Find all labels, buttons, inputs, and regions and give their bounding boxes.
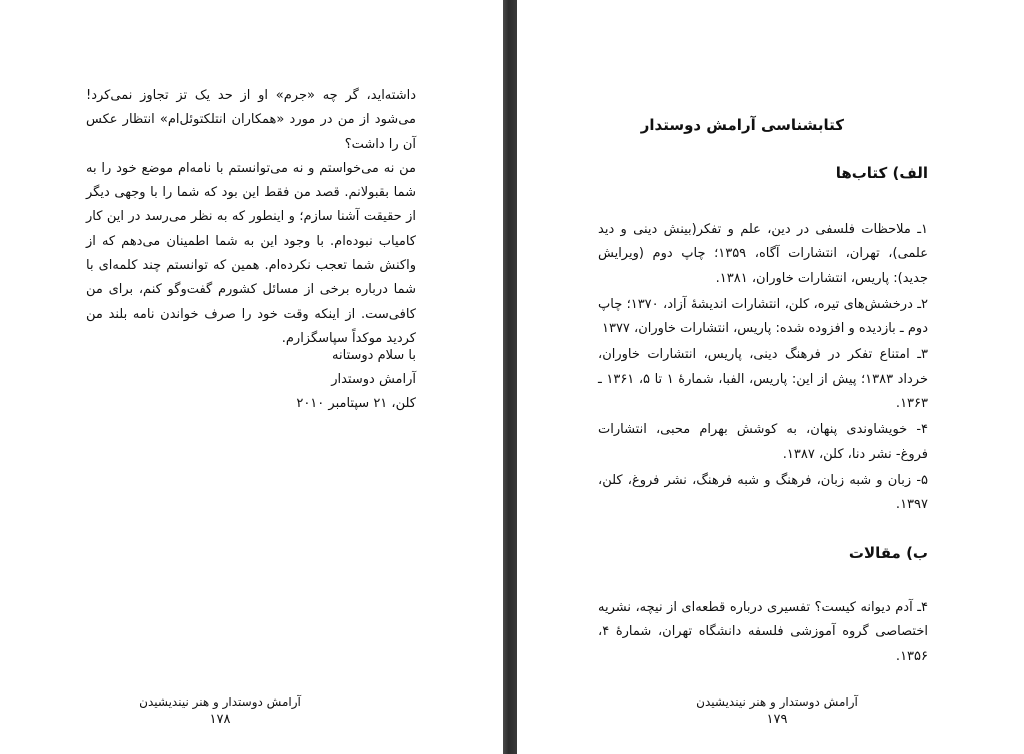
running-title: آرامش دوستدار و هنر نیندیشیدن — [139, 695, 301, 709]
left-page — [0, 0, 503, 754]
right-page — [517, 0, 1024, 754]
list-item: ۴ـ آدم دیوانه کیست؟ تفسیری درباره قطعه‌ای از نیچه، نشریه اختصاصی گروه آموزشی فلسفه دانشگاه تهران، شمارهٔ ۴، ۱۳۵۶. — [598, 600, 928, 664]
page-footer — [627, 693, 927, 729]
section-heading-books: الف) کتاب‌ها — [835, 164, 928, 182]
articles-list — [598, 596, 928, 671]
book-gutter — [503, 0, 517, 754]
page-footer — [70, 693, 370, 729]
signature-name: آرامش دوستدار — [331, 372, 416, 387]
running-title: آرامش دوستدار و هنر نیندیشیدن — [696, 695, 858, 709]
page-number: ۱۷۹ — [766, 712, 788, 727]
page-title: کتابشناسی آرامش دوستدار — [640, 116, 844, 134]
signature-line: با سلام دوستانه — [332, 348, 416, 363]
list-item: ۴- خویشاوندی پنهان، به کوشش بهرام محبی، انتشارات فروغ- نشر دنا، کلن، ۱۳۸۷. — [598, 422, 928, 462]
left-page-body — [86, 84, 416, 351]
list-item: ۳ـ امتناع تفکر در فرهنگ دینی، پاریس، انتشارات خاوران، خرداد ۱۳۸۳؛ پیش از این: پاریس، الفبا، شمارهٔ ۱ تا ۵، ۱۳۶۱ ـ ۱۳۶۳. — [598, 347, 929, 412]
list-item: ۵- زبان و شبه زبان، فرهنگ و شبه فرهنگ، نشر فروغ، کلن، ۱۳۹۷. — [598, 472, 928, 513]
signature-date: کلن، ۲۱ سپتامبر ۲۰۱۰ — [296, 396, 416, 411]
books-list — [598, 218, 928, 520]
page-number: ۱۷۸ — [209, 712, 231, 727]
paragraph: داشته‌اید، گر چه «جرم» او از حد یک تز تجاوز نمی‌کرد! می‌شود از من در مورد «همکاران انتلکتوئل‌ام» انتظار عکس آن را داشت؟ — [86, 88, 416, 152]
list-item: ۱ـ ملاحظات فلسفی در دین، علم و تفکر(بینش دینی و دید علمی)، تهران، انتشارات آگاه، ۱۳۵۹؛ چاپ دوم (ویرایش جدید): پاریس، انتشارات خاوران، ۱۳۸۱. — [598, 222, 928, 286]
paragraph: من نه می‌خواستم و نه می‌توانستم با نامه‌ام موضع خود را به شما بقبولانم. قصد من فقط این بود که شما را با وجهی دیگر از حقیقت آشنا سازم؛ و اینطور که به نظر می‌رسد در این کار کامیاب نبوده‌ام. با وجود این به شما اطمینان می‌دهم که از واکنش شما تعجب نکرده‌ام. همین که توانستم چند کلمه‌ای با شما درباره برخی از مسائل کشورم گفت‌وگو کنم، برای من کافی‌ست. از اینکه وقت خود را صرف خواندن نامه بلند من کردید موکداً سپاسگزارم. — [86, 160, 416, 346]
section-heading-articles: ب) مقالات — [848, 544, 928, 562]
list-item: ۲ـ درخشش‌های تیره، کلن، انتشارات اندیشهٔ آزاد، ۱۳۷۰؛ چاپ دوم ـ بازدیده و افزوده شده: پاریس، انتشارات خاوران، ۱۳۷۷ — [598, 296, 929, 337]
